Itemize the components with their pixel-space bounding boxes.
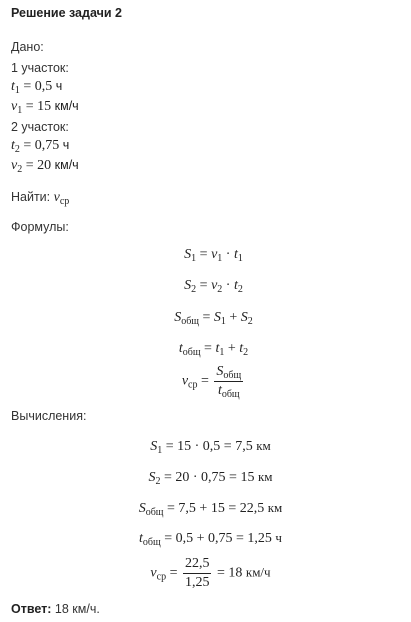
given-v2: $v_2 = 20$ км/ч <box>11 158 79 175</box>
given-label: Дано: <box>11 40 44 54</box>
given-t1: $t_1 = 0,5$ ч <box>11 79 63 96</box>
formula-v-avg: $v_{ср}$ = $\frac{S_{общ}}{t_{общ}}$ <box>181 364 242 400</box>
calc-label: Вычисления: <box>11 409 87 423</box>
formula-v-avg-fraction: $\frac{S_{общ}}{t_{общ}}$ <box>216 364 242 400</box>
formulas-label: Формулы: <box>11 220 69 234</box>
answer-line <box>11 601 100 617</box>
find-line <box>11 189 69 206</box>
calc-t-total: $t_{общ} = 0,5 + 0,75 = 1,25$ ч <box>139 530 282 548</box>
calc-s1: $S_1 = 15 \cdot 0,5 = 7,5$ км <box>150 438 271 456</box>
formula-s1: $S_1 = v_1 \cdot t_1$ <box>184 247 243 264</box>
calc-s-total: $S_{общ} = 7,5 + 15 = 22,5$ км <box>138 500 283 518</box>
section2-label: 2 участок: <box>11 120 69 134</box>
calc-s2: $S_2 = 20 \cdot 0,75 = 15$ км <box>148 469 273 487</box>
given-t2: $t_2 = 0,75$ ч <box>11 138 70 155</box>
find-symbol: $v_{ср}$ <box>53 190 70 207</box>
given-v1: $v_1 = 15$ км/ч <box>11 99 79 116</box>
find-label: Найти: <box>11 190 51 204</box>
page-title: Решение задачи 2 <box>11 6 122 20</box>
calc-v-avg-fraction: $\frac{22,5}{1,25}$ <box>184 556 210 590</box>
formula-s2: $S_2 = v_2 \cdot t_2$ <box>184 278 243 295</box>
calc-v-avg: $v_{ср}$ = $\frac{22,5}{1,25}$ = 18 км/ч <box>150 556 271 590</box>
formula-s-total: $S_{общ} = S_1 + S_2$ <box>174 310 253 327</box>
section1-label: 1 участок: <box>11 61 69 75</box>
answer-value: 18 км/ч. <box>54 602 100 616</box>
formula-t-total: $t_{общ} = t_1 + t_2$ <box>178 341 249 358</box>
answer-label: Ответ: <box>11 602 52 616</box>
